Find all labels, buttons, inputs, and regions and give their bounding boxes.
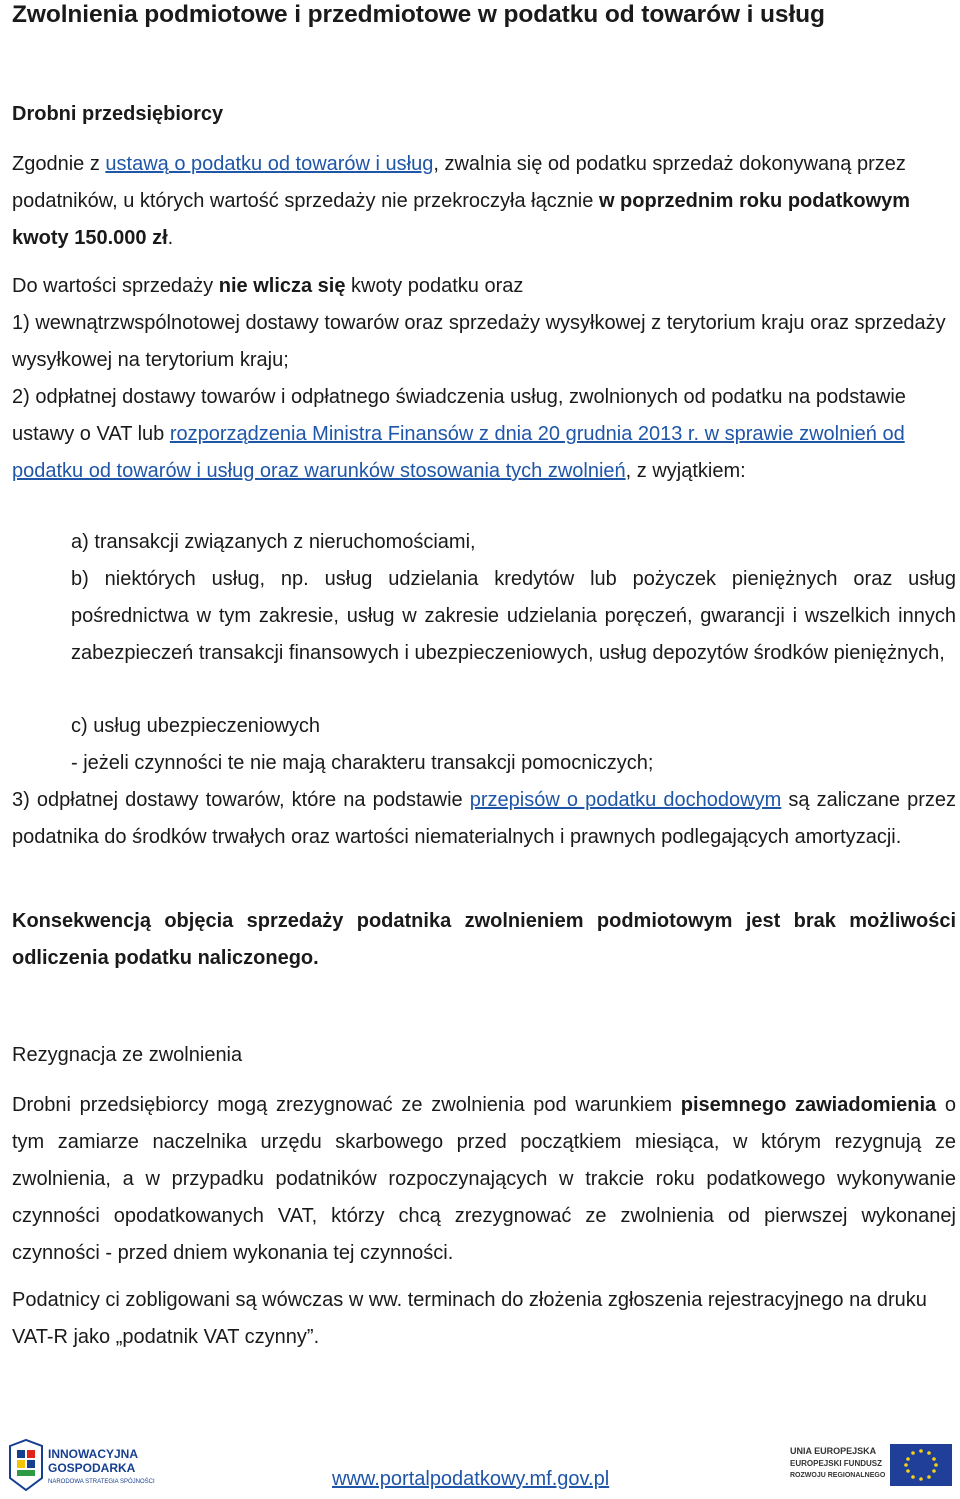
link-podatek-dochodowy[interactable]: przepisów o podatku dochodowym xyxy=(469,789,782,811)
eu-text-line2: EUROPEJSKI FUNDUSZ xyxy=(790,1459,883,1468)
text: , zwalnia się od podatku sprzedaż dokonywaną przez podatników, u których wartość sprzedaży nie przekroczyła łącznie xyxy=(12,153,906,212)
text: 2) odpłatnej dostawy towarów i odpłatnego świadczenia usług, zwolnionych od podatku na podstawie ustawy o VAT lub xyxy=(12,386,906,445)
eu-text-line1: UNIA EUROPEJSKA xyxy=(790,1446,877,1456)
footer-url-link[interactable]: www.portalpodatkowy.mf.gov.pl xyxy=(332,1468,610,1490)
text: , z wyjątkiem: xyxy=(625,460,746,482)
logo-text-line1: INNOWACYJNA xyxy=(48,1447,139,1461)
text: o tym zamiarze naczelnika urzędu skarbowego przed początkiem miesiąca, w którym rezygnują ze zwolnienia, a w przypadku podatników rozpoczynających w trakcie roku podatkowego wykonywanie czynności opodatkowanych VAT, którzy chcą zrezygnować ze zwolnienia od pierwszej wykonanej czynności - przed dniem wykonania tej czynności. xyxy=(12,1094,956,1264)
paragraph-rezygnacja xyxy=(12,1087,956,1272)
innowacyjna-gospodarka-logo xyxy=(8,1438,168,1496)
paragraph-conclusion: Konsekwencją objęcia sprzedaży podatnika zwolnieniem podmiotowym jest brak możliwości odliczenia podatku naliczonego. xyxy=(12,910,956,969)
text: Do wartości sprzedaży xyxy=(12,275,219,297)
text: . xyxy=(167,227,174,249)
section-heading-drobni: Drobni przedsiębiorcy xyxy=(12,103,224,125)
paragraph-intro xyxy=(12,146,956,257)
page-title: Zwolnienia podmiotowe i przedmiotowe w podatku od towarów i usług xyxy=(12,1,825,28)
text: kwoty podatku oraz xyxy=(345,275,524,297)
section-heading-rezygnacja: Rezygnacja ze zwolnienia xyxy=(12,1044,243,1066)
link-ustawa-vat[interactable]: ustawą o podatku od towarów i usług xyxy=(105,153,434,175)
bold-text: pisemnego zawiadomienia xyxy=(680,1094,937,1116)
text: Zgodnie z xyxy=(12,153,106,175)
list-item-1: 1) wewnątrzwspólnotowej dostawy towarów oraz sprzedaży wysyłkowej z terytorium kraju oraz sprzedaży wysyłkowej na terytorium kraju; xyxy=(12,312,946,371)
page-footer xyxy=(0,1436,960,1499)
text: Drobni przedsiębiorcy mogą zrezygnować ze zwolnienia pod warunkiem xyxy=(12,1094,681,1116)
sub-item-a: a) transakcji związanych z nieruchomościami, xyxy=(71,531,476,553)
link-rozporzadzenie[interactable]: rozporządzenia Ministra Finansów z dnia 20 grudnia 2013 r. w sprawie zwolnień od podatku od towarów i usług oraz warunków stosowania tych zwolnień xyxy=(12,423,905,482)
sub-item-b: b) niektórych usług, np. usług udzielania kredytów lub pożyczek pieniężnych oraz usług pośrednictwa w tym zakresie, usług w zakresie udzielania poręczeń, gwarancji i wszelkich innych zabezpieczeń transakcji finansowych i ubezpieczeniowych, usług depozytów środków pieniężnych, xyxy=(71,568,956,664)
eu-flag-icon xyxy=(890,1444,952,1486)
paragraph-obowiazek: Podatnicy ci zobligowani są wówczas w ww. terminach do złożenia zgłoszenia rejestracyjnego na druku VAT-R jako „podatnik VAT czynny”. xyxy=(12,1289,927,1348)
sub-item-note: - jeżeli czynności te nie mają charakteru transakcji pomocniczych; xyxy=(71,752,654,774)
text: 3) odpłatnej dostawy towarów, które na podstawie xyxy=(12,789,470,811)
logo-text-line2: GOSPODARKA xyxy=(48,1461,136,1475)
eu-logo xyxy=(786,1440,956,1496)
paragraph-nie-wlicza xyxy=(12,268,956,305)
list-item-3 xyxy=(12,782,956,856)
text: są zaliczane przez podatnika do środków trwałych oraz wartości niematerialnych i prawnych podlegających amortyzacji. xyxy=(12,789,956,848)
ig-emblem-icon xyxy=(10,1440,42,1490)
eu-text-line3: ROZWOJU REGIONALNEGO xyxy=(790,1472,886,1479)
bold-text: nie wlicza się xyxy=(218,275,346,297)
list-item-2 xyxy=(12,379,956,490)
logo-text-line3: NARODOWA STRATEGIA SPÓJNOŚCI xyxy=(48,1479,155,1485)
bold-text: w poprzednim roku podatkowym kwoty 150.000 zł xyxy=(12,190,911,249)
sub-item-c: c) usług ubezpieczeniowych xyxy=(71,715,321,737)
